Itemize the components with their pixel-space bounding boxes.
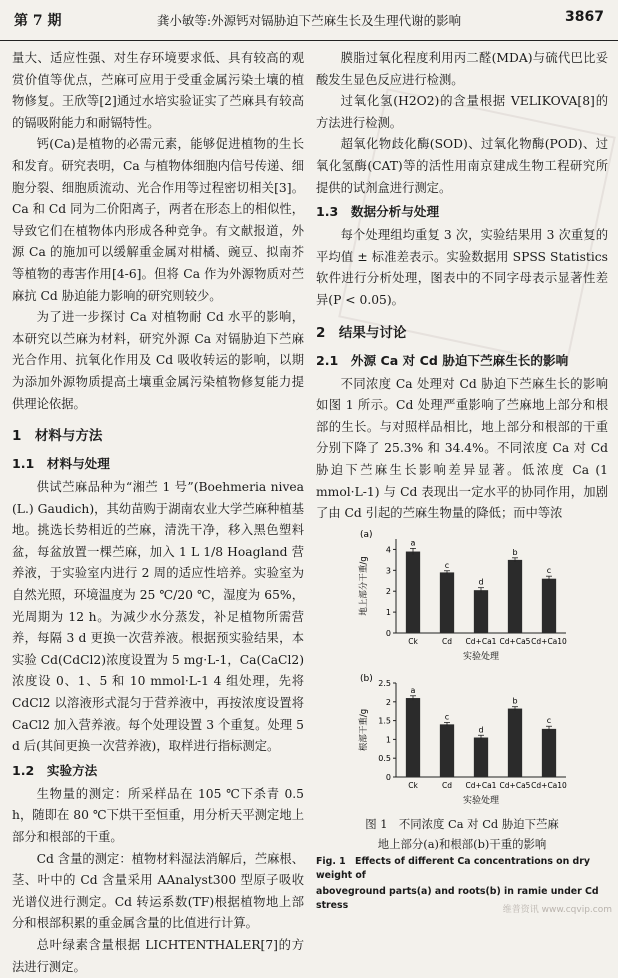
x-tick-label: Cd+Ca1 [465,780,497,790]
page-number: 3867 [565,9,604,25]
figure-caption-cn: 图 1 不同浓度 Ca 对 Cd 胁迫下苎麻 [365,816,559,831]
y-tick-label: 2 [385,697,391,707]
bar [508,560,522,633]
significance-letter: a [410,685,416,695]
bar [440,724,454,777]
x-tick-label: Cd+Ca1 [465,636,497,646]
y-tick-label: 3 [385,566,391,576]
bar-chart-roots [352,671,572,813]
issue-number: 第 7 期 [14,13,62,29]
bar [542,729,556,777]
y-tick-label: 2.5 [378,678,391,688]
paragraph: 钙(Ca)是植物的必需元素，能够促进植物的生长和发育。研究表明，Ca 与植物体细胞内信号传递、细胞分裂、细胞质流动、光合作用等过程密切相关[3]。Ca 和 Cd 同为二价阳离子，两者在形态上的相似性，导致它们在植物体内形成各种竞争。有文献报道，外源 Ca 的施加可以缓解重金属对柑橘、豌豆、拟南芥等植物的毒害作用[4-6]。但将 Ca 作为外源物质对苎麻抗 Cd 胁迫能力影响的研究则较少。 [12,137,304,303]
subsection-heading: 1.3 数据分析与处理 [316,204,440,220]
significance-letter: b [512,547,518,557]
x-tick-label: Cd+Ca5 [499,780,531,790]
y-tick-label: 0.5 [378,753,391,763]
significance-letter: b [512,696,518,706]
paragraph: 超氧化物歧化酶(SOD)、过氧化物酶(POD)、过氧化氢酶(CAT)等的活性用南京建成生物工程研究所提供的试剂盒进行测定。 [316,137,608,195]
panel-label: (a) [360,529,373,540]
y-tick-label: 0 [385,772,391,782]
x-tick-label: Ck [408,780,418,790]
bar [474,590,488,633]
paragraph: 膜脂过氧化程度利用丙二醛(MDA)与硫代巴比妥酸发生显色反应进行检测。 [316,51,608,87]
running-title: 龚小敏等:外源钙对镉胁迫下苎麻生长及生理代谢的影响 [156,13,462,28]
bar [406,698,420,777]
panel-label: (b) [360,673,373,684]
bar [406,551,420,632]
section-heading: 1 材料与方法 [12,428,103,445]
section-heading: 2 结果与讨论 [316,324,407,341]
bar [542,578,556,632]
paragraph: 生物量的测定：所采样品在 105 ℃下杀青 0.5 h，随即在 80 ℃下烘干至恒重，用分析天平测定地上部分和根部的干重。 [12,786,304,844]
y-tick-label: 1 [385,607,391,617]
significance-letter: d [478,724,484,734]
x-tick-label: Cd+Ca5 [499,636,531,646]
page-header [0,0,618,41]
x-axis-label: 实验处理 [462,651,500,662]
paragraph: 过氧化氢(H2O2)的含量根据 VELIKOVA[8]的方法进行检测。 [316,94,608,130]
bar [508,708,522,776]
y-tick-label: 2 [385,586,391,596]
subsection-heading: 1.1 材料与处理 [12,456,110,472]
paragraph: 为了进一步探讨 Ca 对植物耐 Cd 水平的影响，本研究以苎麻为材料，研究外源 Ca 对镉胁迫下苎麻光合作用、抗氧化作用及 Cd 吸收转运的影响，以期为添加外源物质提高土壤重金属污染植物修复能力提供理论依据。 [12,310,304,411]
paragraph: 供试苎麻品种为“湘苎 1 号”(Boehmeria nivea (L.) Gaudich)，其幼苗购于湖南农业大学苎麻种植基地。挑选长势相近的苎麻，清洗干净，移入黑色塑料盆，每盆放置一棵苎麻，加入 1 L 1/8 Hoagland 营养液，于实验室内进行 2 周的适应性培养。实验室为自然光照，环境温度为 25 ℃/20 ℃，湿度为 65%，光周期为 12 h。为减少水分蒸发，补足植物所需营养，每隔 3 d 更换一次营养液。根据预实验结果，本实验 Cd(CdCl2)浓度设置为 5 mg·L-1，Ca(CaCl2)浓度设 0、1、5 和 10 mmol·L-1 4 组处理，先将 CdCl2 以溶液形式混匀于营养液中，再按浓度设置将 CaCl2 加入营养液。每个处理设置 3 个重复。处理 5 d 后(其间更换一次营养液)，取样进行指标测定。 [12,480,304,754]
significance-letter: c [546,565,552,575]
x-axis-label: 实验处理 [462,795,500,806]
significance-letter: d [478,577,484,587]
figure-caption-cn: 地上部分(a)和根部(b)干重的影响 [377,836,547,851]
paragraph: 不同浓度 Ca 处理对 Cd 胁迫下苎麻生长的影响如图 1 所示。Cd 处理严重影响了苎麻地上部分和根部的生长。与对照样品相比，地上部分和根部的干重分别下降了 25.3% 和 34.4%。不同浓度 Ca 对 Cd 胁迫下苎麻生长影响差异显著。低浓度 Ca (1 mmol·L-1) 与 Cd 表现出一定水平的协同作用，加剧了由 Cd 引起的苎麻生物量的降低；而中等浓 [316,376,608,521]
bar [474,737,488,776]
subsection-heading: 1.2 实验方法 [12,762,98,778]
y-axis-label: 地上部分干重/g [359,556,369,616]
left-column [12,48,304,978]
figure-caption-en: Fig. 1 Effects of different Ca concentrations on dry weight of [316,855,590,881]
y-tick-label: 1.5 [378,716,391,726]
right-column [316,48,608,913]
bar [440,572,454,633]
y-axis-label: 根部干重/g [359,708,369,751]
y-tick-label: 4 [385,545,391,555]
significance-letter: c [444,560,450,570]
x-tick-label: Cd+Ca10 [531,636,567,646]
x-tick-label: Cd [442,636,452,646]
significance-letter: c [444,712,450,722]
significance-letter: a [410,538,416,548]
paragraph: Cd 含量的测定：植物材料湿法消解后，苎麻根、茎、叶中的 Cd 含量采用 AAnalyst300 型原子吸收光谱仪进行测定。Cd 转运系数(TF)根据植物地上部分和根部积累的重金属含量的比值进行计算。 [12,851,304,931]
y-tick-label: 0 [385,628,391,638]
bar-chart-aboveground [352,527,572,669]
subsection-heading: 2.1 外源 Ca 对 Cd 胁迫下苎麻生长的影响 [316,352,569,368]
watermark-text: 维普资讯 www.cqvip.com [502,905,612,915]
paragraph: 总叶绿素含量根据 LICHTENTHALER[7]的方法进行测定。 [12,937,304,974]
significance-letter: c [546,715,552,725]
x-tick-label: Cd+Ca10 [531,780,567,790]
figure-caption-en: aboveground parts(a) and roots(b) in ramie under Cd stress [316,885,599,911]
x-tick-label: Cd [442,780,452,790]
y-tick-label: 1 [385,735,391,745]
paragraph: 每个处理组均重复 3 次，实验结果用 3 次重复的平均值 ± 标准差表示。实验数据用 SPSS Statistics 软件进行分析处理，图表中的不同字母表示显著性差异(P < 0.05)。 [316,228,608,307]
x-tick-label: Ck [408,636,418,646]
paragraph: 量大、适应性强、对生存环境要求低、具有较高的观赏价值等优点，苎麻可应用于受重金属污染土壤的植物修复。王欣等[2]通过水培实验证实了苎麻具有较高的镉吸附能力和耐镉特性。 [12,51,304,130]
